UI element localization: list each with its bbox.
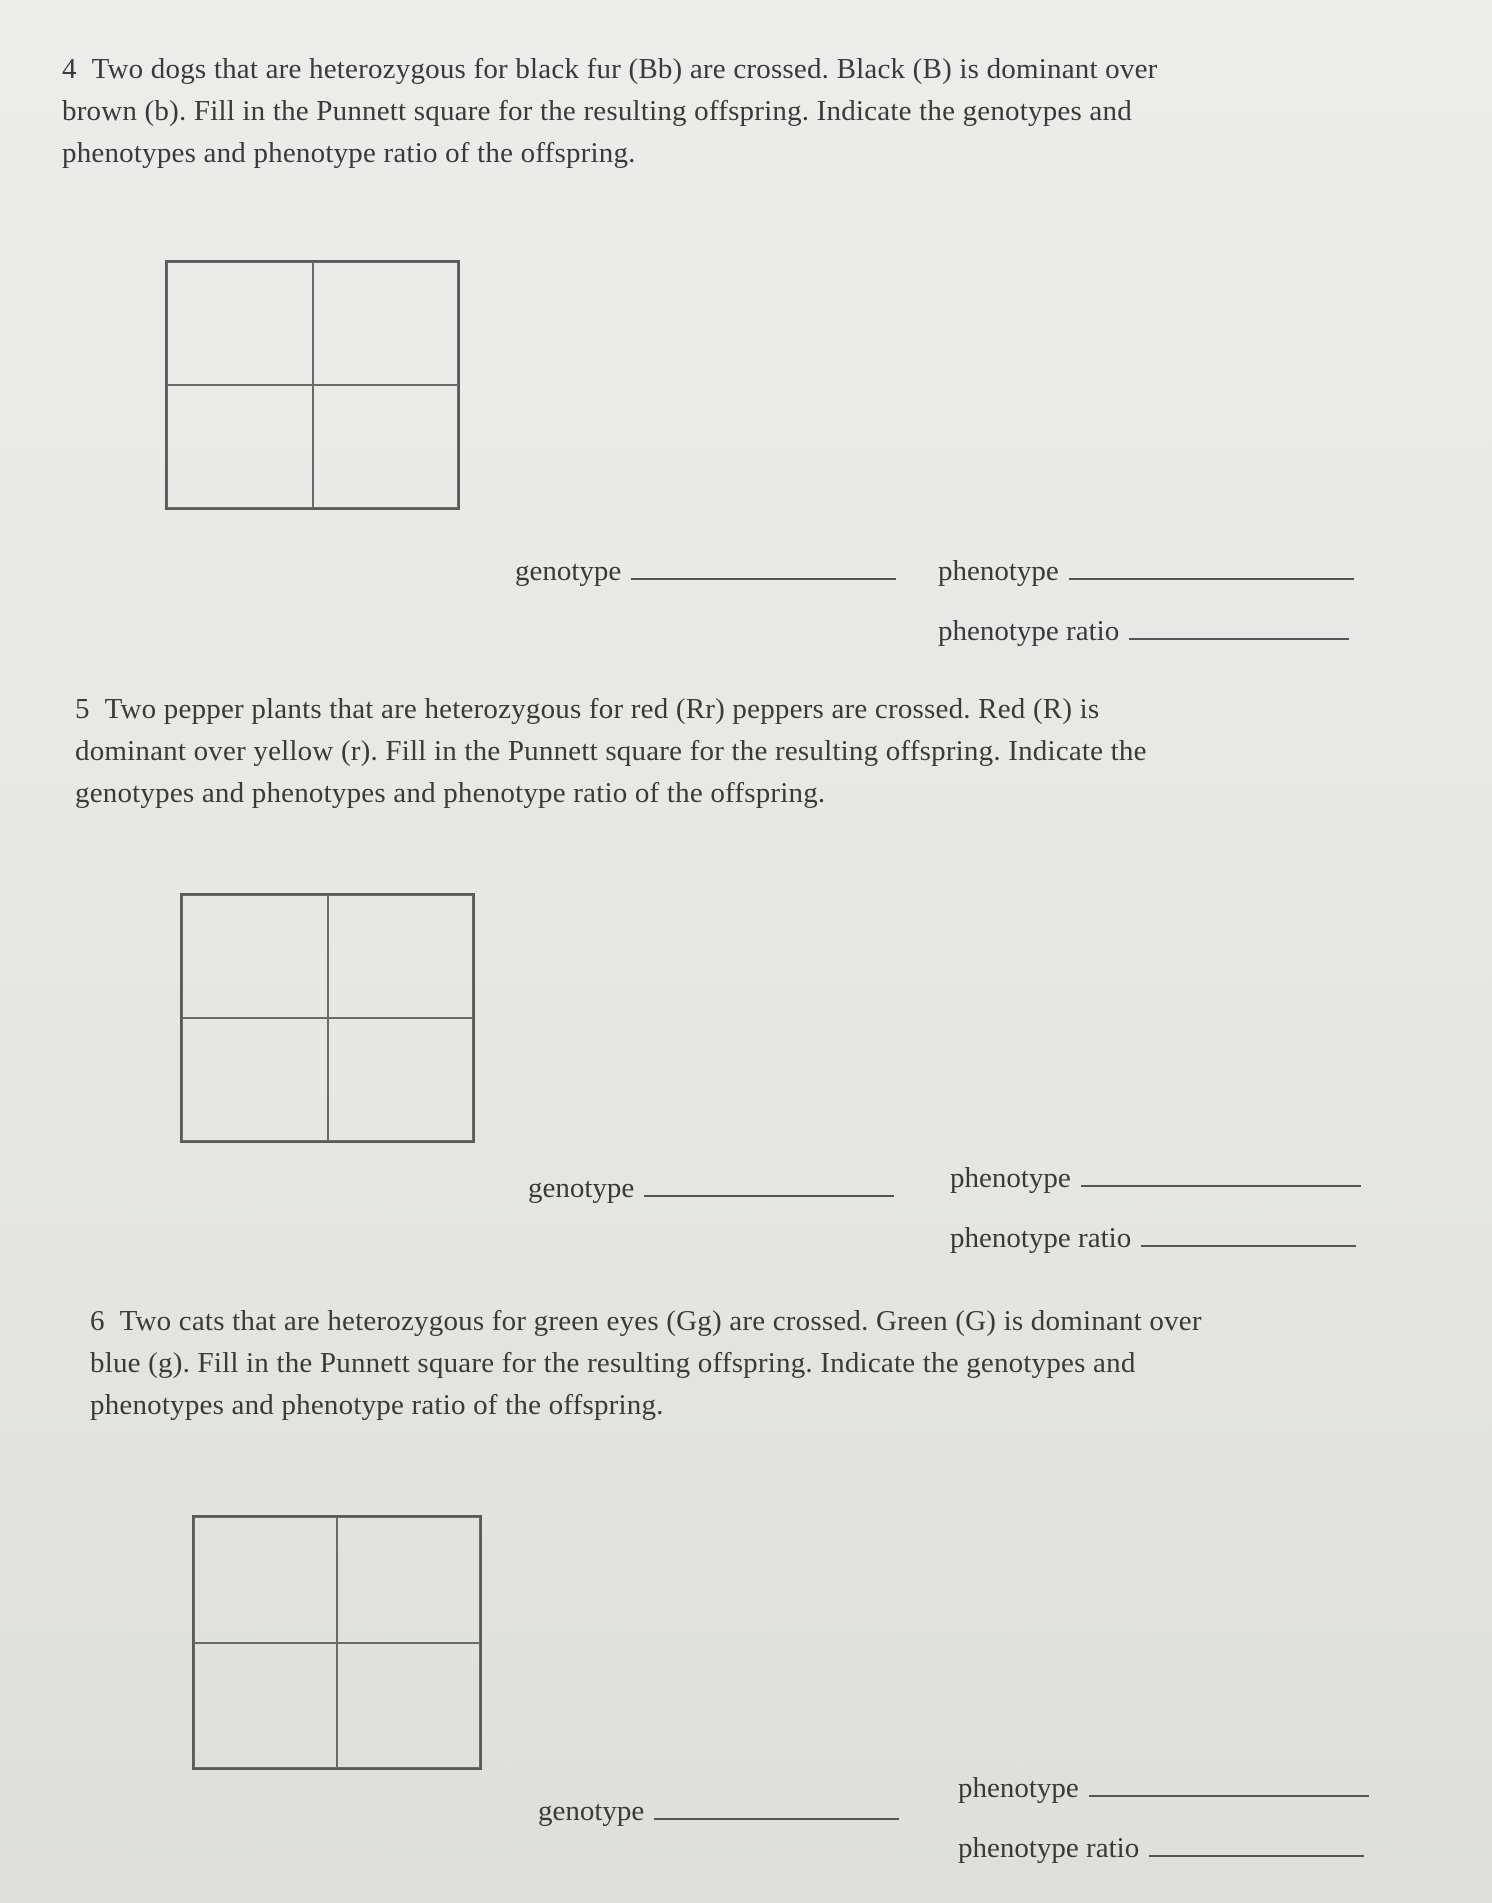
- question-4-line-3: phenotypes and phenotype ratio of the offspring.: [62, 137, 636, 169]
- phenotype-blank[interactable]: [1069, 577, 1354, 580]
- genotype-answer-5: [528, 1172, 894, 1205]
- phenotype-label: phenotype: [938, 555, 1059, 587]
- genotype-label: genotype: [528, 1172, 635, 1204]
- ratio-label: phenotype ratio: [938, 615, 1120, 647]
- question-number: 6: [90, 1305, 105, 1337]
- question-4-line-1: 4 Two dogs that are heterozygous for black fur (Bb) are crossed. Black (B) is dominant over: [62, 53, 1158, 85]
- punnett-square-5: [180, 893, 475, 1143]
- punnett-square-6: [192, 1515, 482, 1770]
- genotype-blank[interactable]: [654, 1817, 899, 1820]
- phenotype-label: phenotype: [958, 1772, 1079, 1804]
- punnett-cell[interactable]: [313, 262, 459, 385]
- punnett-cell[interactable]: [328, 895, 474, 1018]
- genotype-answer-4: [515, 555, 896, 588]
- punnett-cell[interactable]: [337, 1643, 480, 1769]
- phenotype-blank[interactable]: [1089, 1794, 1369, 1797]
- question-5-line-3: genotypes and phenotypes and phenotype ratio of the offspring.: [75, 777, 826, 809]
- ratio-blank[interactable]: [1149, 1854, 1364, 1857]
- question-6: [90, 1300, 1480, 1426]
- punnett-cell[interactable]: [167, 385, 313, 508]
- question-6-line-3: phenotypes and phenotype ratio of the offspring.: [90, 1389, 664, 1421]
- question-5: [75, 688, 1475, 814]
- question-6-line-1: 6 Two cats that are heterozygous for green eyes (Gg) are crossed. Green (G) is dominant over: [90, 1305, 1202, 1337]
- question-5-line-1: 5 Two pepper plants that are heterozygous for red (Rr) peppers are crossed. Red (R) is: [75, 693, 1100, 725]
- genotype-label: genotype: [515, 555, 622, 587]
- ratio-label: phenotype ratio: [950, 1222, 1132, 1254]
- question-6-line-2: blue (g). Fill in the Punnett square for the resulting offspring. Indicate the genotypes and: [90, 1347, 1136, 1379]
- ratio-blank[interactable]: [1141, 1244, 1356, 1247]
- question-number: 5: [75, 693, 90, 725]
- genotype-label: genotype: [538, 1795, 645, 1827]
- punnett-cell[interactable]: [328, 1018, 474, 1141]
- punnett-cell[interactable]: [182, 1018, 328, 1141]
- punnett-square-4: [165, 260, 460, 510]
- genotype-answer-6: [538, 1795, 899, 1828]
- ratio-answer-5: [950, 1222, 1356, 1255]
- genotype-blank[interactable]: [644, 1194, 894, 1197]
- punnett-cell[interactable]: [194, 1517, 337, 1643]
- phenotype-answer-4: [938, 555, 1354, 588]
- punnett-cell[interactable]: [182, 895, 328, 1018]
- punnett-cell[interactable]: [337, 1517, 480, 1643]
- ratio-answer-4: [938, 615, 1349, 648]
- genotype-blank[interactable]: [631, 577, 896, 580]
- ratio-label: phenotype ratio: [958, 1832, 1140, 1864]
- phenotype-answer-5: [950, 1162, 1361, 1195]
- phenotype-label: phenotype: [950, 1162, 1071, 1194]
- phenotype-answer-6: [958, 1772, 1369, 1805]
- punnett-cell[interactable]: [167, 262, 313, 385]
- punnett-cell[interactable]: [313, 385, 459, 508]
- punnett-cell[interactable]: [194, 1643, 337, 1769]
- question-4: [62, 48, 1462, 174]
- question-number: 4: [62, 53, 77, 85]
- question-5-line-2: dominant over yellow (r). Fill in the Punnett square for the resulting offspring. Indicate the: [75, 735, 1147, 767]
- ratio-blank[interactable]: [1129, 637, 1349, 640]
- question-4-line-2: brown (b). Fill in the Punnett square for the resulting offspring. Indicate the genotypes and: [62, 95, 1132, 127]
- ratio-answer-6: [958, 1832, 1364, 1865]
- phenotype-blank[interactable]: [1081, 1184, 1361, 1187]
